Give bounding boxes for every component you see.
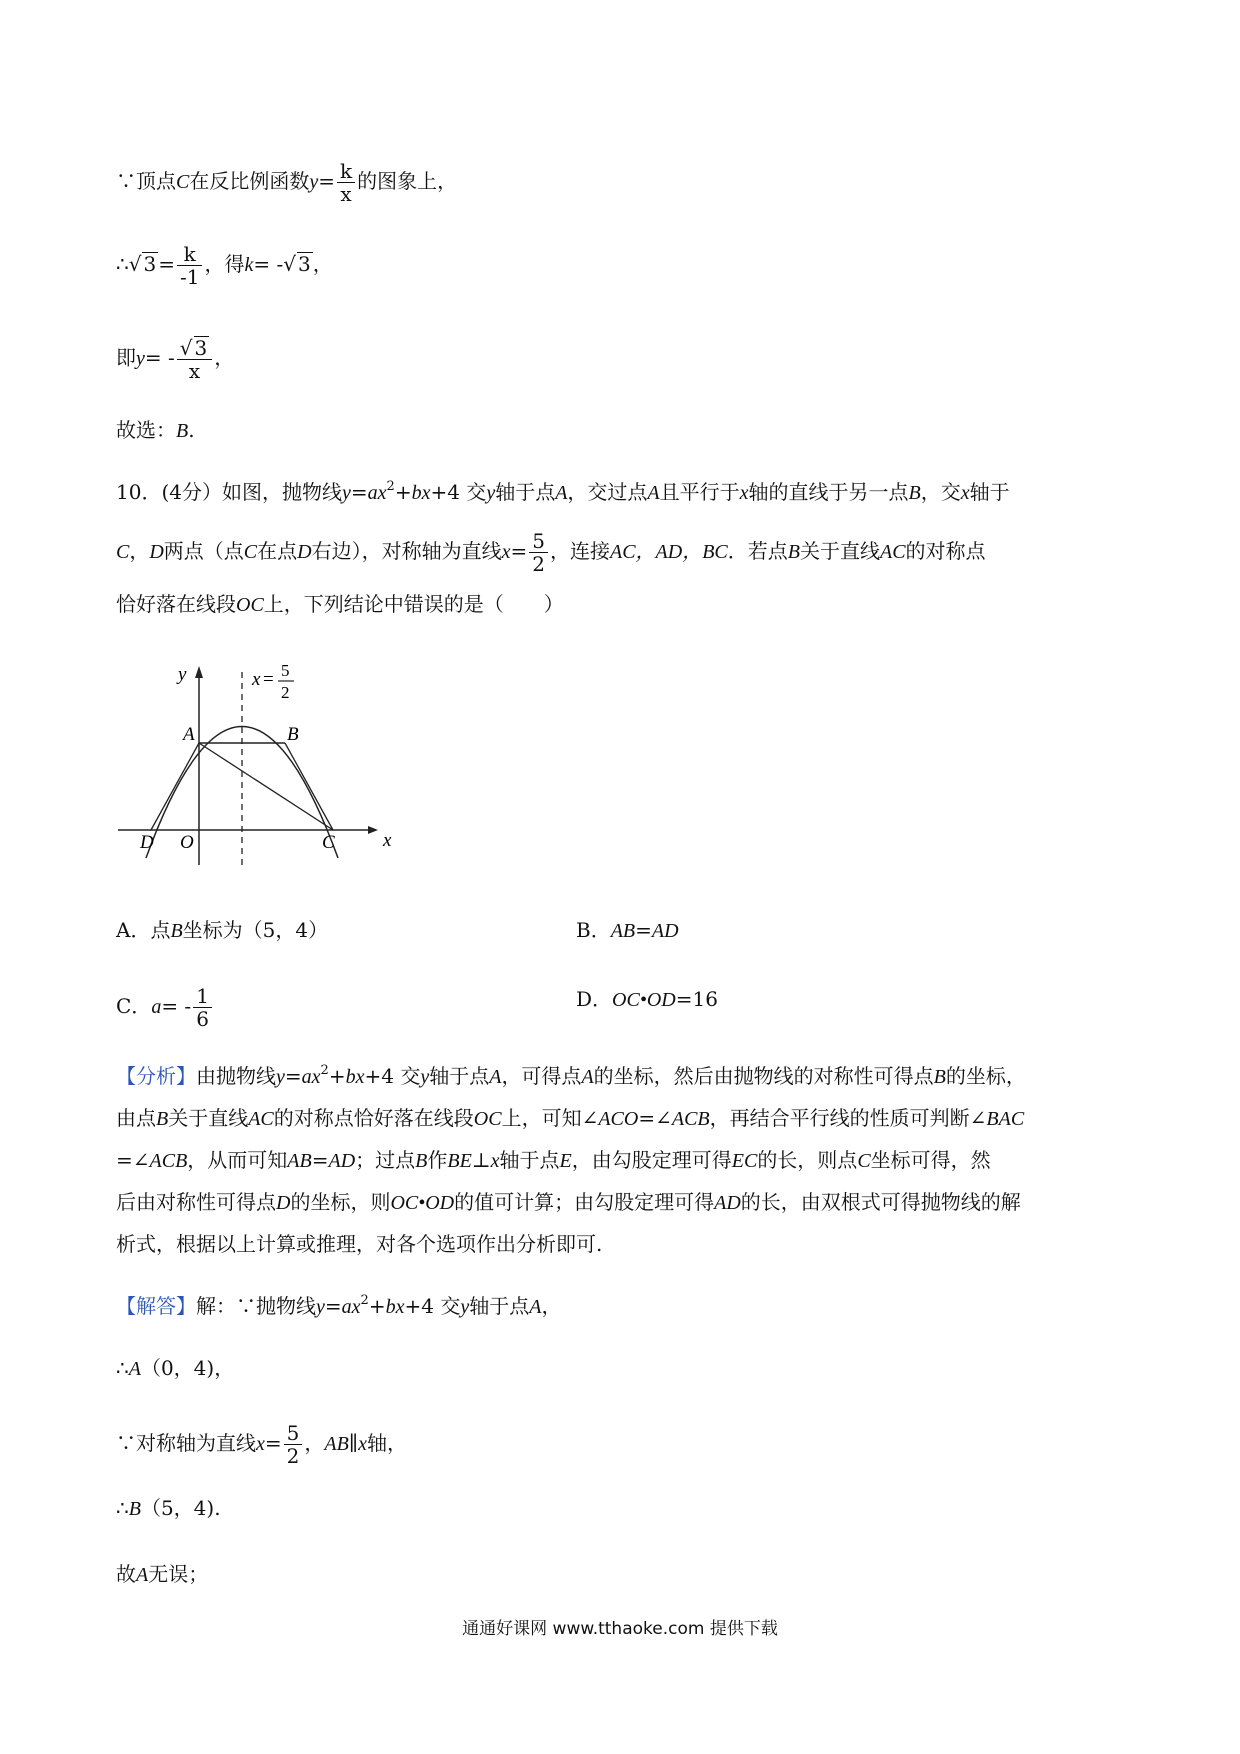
denominator: x (188, 359, 201, 383)
option-a (116, 916, 328, 945)
text: 轴于点 (499, 1148, 560, 1172)
fraction (193, 985, 212, 1030)
text: ，得 (204, 252, 245, 276)
text: 在点 (257, 539, 298, 563)
numerator (177, 336, 212, 360)
var: B (415, 1150, 428, 1172)
denominator: 2 (532, 552, 545, 576)
label-y-axis: y (178, 664, 187, 685)
var: y (341, 482, 351, 504)
text: = (350, 480, 368, 504)
text: = (311, 1148, 329, 1172)
text: ⊥ (471, 1148, 491, 1172)
var: x (490, 1150, 500, 1172)
text: 由点 (116, 1106, 156, 1130)
radicand: 3 (143, 252, 157, 276)
label-o: O (180, 832, 194, 853)
text: ，由勾股定理可得 (571, 1148, 732, 1172)
analysis-tag: 【分析】 (116, 1064, 196, 1088)
var: AD (714, 1192, 741, 1214)
var: BE (447, 1150, 472, 1172)
fraction (177, 336, 212, 382)
text: 轴的直线于另一点 (748, 480, 909, 504)
label-b: B (287, 724, 299, 745)
text: =∠ (116, 1148, 150, 1172)
var: AC (248, 1108, 274, 1130)
var: OC (236, 594, 264, 616)
var: bx (345, 1066, 365, 1088)
text: 关于直线 (168, 1106, 249, 1130)
text: ，可得点 (501, 1064, 582, 1088)
text: ， (541, 1294, 562, 1318)
label-c: C (322, 832, 335, 853)
y-axis-arrow-icon (195, 666, 203, 678)
text: 故选： (116, 418, 176, 442)
analysis-line-2 (116, 1104, 1024, 1133)
text: ．若点 (727, 539, 788, 563)
var: OC•OD (390, 1192, 455, 1214)
text-line-3 (116, 336, 234, 382)
text: （0，4)， (140, 1356, 235, 1380)
var: AB (287, 1150, 312, 1172)
denominator: -1 (179, 265, 200, 289)
var: y (420, 1066, 430, 1088)
text: 右边），对称轴为直线 (311, 539, 502, 563)
segment-bc (285, 743, 333, 830)
var: A (128, 1358, 141, 1380)
var: B (170, 920, 183, 942)
text: 的长，由双根式可得抛物线的解 (740, 1190, 1021, 1214)
text: 后由对称性可得点 (116, 1190, 276, 1214)
numerator: 5 (529, 530, 548, 553)
text: 上，下列结论中错误的是（ ） (263, 592, 564, 616)
var: AB (324, 1433, 349, 1455)
text-line-1 (116, 160, 457, 205)
x-axis-arrow-icon (368, 826, 378, 834)
text: = (264, 1431, 282, 1455)
label-a: A (183, 724, 195, 745)
text: 无误； (148, 1562, 209, 1586)
text: C． (116, 994, 152, 1018)
label-axis-x: x (252, 669, 261, 690)
answer: B (176, 420, 189, 442)
var: y (486, 482, 496, 504)
text: 故 (116, 1562, 136, 1586)
text: 轴， (366, 1431, 407, 1455)
text: B． (576, 918, 611, 942)
parallel-symbol: ∥ (348, 1431, 359, 1455)
var: B (128, 1498, 141, 1520)
text: + (328, 1064, 346, 1088)
text: ；过点 (355, 1148, 416, 1172)
solution-line-3 (116, 1422, 407, 1467)
solution-line-1 (116, 1292, 561, 1321)
var: B (933, 1066, 946, 1088)
var: bx (411, 482, 431, 504)
text: =∠ (638, 1106, 672, 1130)
radicand: 3 (297, 252, 311, 276)
var: AC (879, 541, 906, 563)
var: B (787, 541, 800, 563)
text: +4 交 (364, 1064, 421, 1088)
text: + (394, 480, 412, 504)
var: B (156, 1108, 169, 1130)
radicand: 3 (194, 336, 208, 360)
text: ∴ (116, 1356, 129, 1380)
exponent: 2 (320, 1063, 329, 1078)
label-axis-den: 2 (281, 683, 290, 702)
denominator: x (340, 182, 352, 206)
text: = - (144, 345, 175, 370)
text: ，再结合平行线的性质可判断∠ (709, 1106, 987, 1130)
text: = - (253, 252, 284, 276)
text: +4 交 (404, 1294, 461, 1318)
text: 的对称点恰好落在线段 (273, 1106, 474, 1130)
var: A (555, 482, 568, 504)
var: C (857, 1150, 871, 1172)
var: OC•OD (612, 989, 676, 1011)
fraction (529, 530, 548, 575)
numerator: 1 (193, 985, 212, 1008)
text: 由抛物线 (196, 1064, 276, 1088)
var: ax (301, 1066, 321, 1088)
var: A (647, 482, 660, 504)
var: C (116, 541, 130, 563)
text: 的坐标，然后由抛物线的对称性可得点 (593, 1064, 934, 1088)
text: + (368, 1294, 386, 1318)
text: 即 (116, 345, 136, 370)
text: 解：∵抛物线 (196, 1294, 316, 1318)
analysis-line-1 (116, 1062, 1026, 1091)
analysis-line-4 (116, 1188, 1021, 1217)
var: bx (385, 1296, 405, 1318)
label-x-axis: x (383, 830, 392, 851)
page-footer: 通通好课网 www.tthaoke.com 提供下载 (462, 1619, 778, 1639)
text: 的图象上， (357, 169, 458, 193)
therefore-symbol: ∴ (116, 252, 129, 276)
numerator: 5 (284, 1422, 303, 1445)
var: x (739, 482, 749, 504)
text: 坐标可得，然 (870, 1148, 991, 1172)
text: +4 交 (430, 480, 487, 504)
var: x (358, 1433, 367, 1455)
var: ACB (671, 1108, 710, 1130)
text: 的坐标， (945, 1064, 1026, 1088)
var: A (581, 1066, 594, 1088)
analysis-line-5: 析式，根据以上计算或推理，对各个选项作出分析即可. (116, 1232, 603, 1256)
radical-sign: √ (128, 252, 142, 276)
text: 的坐标，则 (290, 1190, 391, 1214)
var: y (309, 171, 319, 193)
var: D (276, 1192, 291, 1214)
text: 的值可计算；由勾股定理可得 (454, 1190, 715, 1214)
fraction (177, 243, 202, 288)
radical-sign: √ (283, 252, 296, 276)
text: =16 (675, 987, 718, 1011)
option-b (576, 916, 679, 945)
var: D (297, 541, 312, 563)
text: = (284, 1064, 302, 1088)
text: D． (576, 987, 613, 1011)
option-d (576, 985, 718, 1014)
text: ∵顶点 (116, 169, 176, 193)
question-10-line-1 (116, 478, 1010, 507)
var: EC (731, 1150, 758, 1172)
text: 的对称点 (905, 539, 986, 563)
var: AC，AD，BC (609, 541, 728, 563)
text: 坐标为（5，4） (182, 918, 329, 942)
solution-line-2 (116, 1354, 234, 1383)
text: 两点（点 (163, 539, 244, 563)
var: A (529, 1296, 542, 1318)
text: 在反比例函数 (189, 169, 310, 193)
var: y (276, 1066, 285, 1088)
text: ， (129, 539, 150, 563)
var: C (176, 171, 190, 193)
radical-sign: √ (179, 336, 193, 360)
var: x (256, 1433, 265, 1455)
text-line-2 (116, 243, 333, 288)
var: y (460, 1296, 470, 1318)
question-10-line-3 (116, 590, 564, 619)
text: = (635, 918, 652, 942)
text: ， (214, 345, 235, 370)
text: 轴于点 (429, 1064, 490, 1088)
var: x (960, 482, 970, 504)
text: ∵对称轴为直线 (116, 1431, 256, 1455)
text: ，连接 (549, 539, 610, 563)
text: 作 (427, 1148, 448, 1172)
denominator: 2 (286, 1444, 300, 1468)
text: 关于直线 (799, 539, 880, 563)
numerator: k (337, 160, 355, 183)
text: 上，可知∠ (501, 1106, 599, 1130)
label-d: D (140, 832, 154, 853)
var: OC (473, 1108, 502, 1130)
exponent: 2 (386, 479, 395, 494)
text: = (158, 252, 175, 276)
var: A (136, 1564, 149, 1586)
var: k (244, 254, 254, 276)
text: ， (304, 1431, 325, 1455)
fraction (284, 1422, 303, 1467)
solution-tag: 【解答】 (116, 1294, 196, 1318)
segment-ad (151, 743, 199, 830)
numerator: k (177, 243, 202, 266)
solution-line-4 (116, 1494, 221, 1523)
parabola-figure (116, 660, 406, 870)
text: 的长，则点 (757, 1148, 858, 1172)
var: AD (651, 920, 679, 942)
analysis-line-3 (116, 1146, 991, 1175)
text: 恰好落在线段 (116, 592, 236, 616)
var: AD (328, 1150, 356, 1172)
text: = (510, 539, 528, 563)
var: D (149, 541, 164, 563)
option-c (116, 985, 214, 1030)
var: ACB (149, 1150, 188, 1172)
text: 轴于 (969, 480, 1010, 504)
label-axis-eq: = (263, 669, 274, 690)
segment-ac (199, 743, 333, 830)
var: a (151, 996, 162, 1018)
fraction (337, 160, 355, 205)
text: ，交过点 (567, 480, 648, 504)
denominator: 6 (196, 1007, 209, 1031)
var: y (136, 347, 145, 370)
text-line-4 (116, 416, 195, 445)
var: BAC (986, 1108, 1025, 1130)
var: x (501, 541, 511, 563)
label-axis-num: 5 (281, 661, 290, 680)
solution-line-5 (116, 1560, 208, 1589)
text: 轴于点 (469, 1294, 530, 1318)
var: ax (367, 482, 387, 504)
text: = (318, 169, 335, 193)
var: E (559, 1150, 572, 1172)
exponent: 2 (360, 1293, 369, 1308)
text: 轴于点 (495, 480, 556, 504)
text: A．点 (116, 918, 171, 942)
text: = - (161, 994, 192, 1018)
var: B (908, 482, 921, 504)
var: ax (341, 1296, 361, 1318)
var: C (243, 541, 258, 563)
text: ， (312, 252, 333, 276)
text: 10．(4分）如图，抛物线 (116, 480, 342, 504)
var: ACO (598, 1108, 639, 1130)
var: y (316, 1296, 325, 1318)
text: （5，4). (140, 1496, 221, 1520)
var: A (489, 1066, 502, 1088)
text: ∴ (116, 1496, 129, 1520)
var: AB (610, 920, 636, 942)
text: 且平行于 (659, 480, 740, 504)
question-10-line-2 (116, 530, 986, 575)
text: . (188, 418, 195, 442)
text: = (324, 1294, 342, 1318)
text: ，交 (920, 480, 961, 504)
text: ，从而可知 (187, 1148, 288, 1172)
